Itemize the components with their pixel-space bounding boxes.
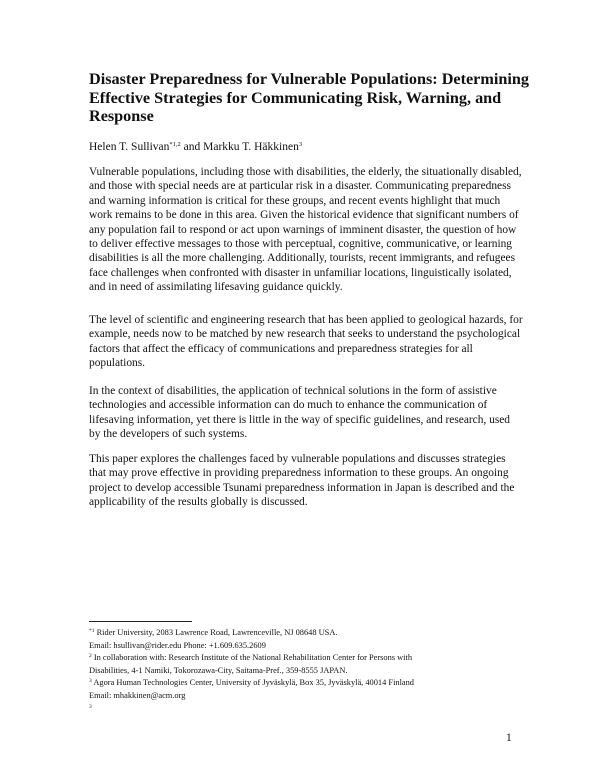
abstract-paragraph-1: Vulnerable populations, including those with disabilities, the elderly, the situationally disabled, and those with special needs are at particular risk in a disaster. Communicating preparedness and warning information is critical for these groups, and recent events highlight that much work remains to be done in this area. Given the historical evidence that significant numbers of any population fail to respond or act upon warnings of imminent disaster, the question of how to deliver effective messages to those with perceptual, cognitive, communicative, or learning disabilities is all the more challenging. Additionally, tourists, recent immigrants, and refugees face challenges when confronted with disaster in unfamiliar locations, linguistically isolated, and in need of assimilating lifesaving guidance quickly. xyxy=(89,166,522,294)
footnote-text: Email: mhakkinen@acm.org xyxy=(89,690,186,700)
author-2-footnote-marks: 3 xyxy=(298,141,303,148)
footnote-mark: 3 xyxy=(89,703,92,710)
footnote-mark: 2 xyxy=(89,653,92,660)
page-number: 1 xyxy=(506,732,512,744)
paper-title: Disaster Preparedness for Vulnerable Populations: Determining Effective Strategies for Communicating Risk, Warning, and Response xyxy=(89,70,529,125)
footnote-divider xyxy=(89,621,192,622)
author-line xyxy=(89,138,529,154)
footnote-text: Email: hsullivan@rider.edu Phone: +1.609.635.2609 xyxy=(89,640,266,650)
footnote-mark: 3 xyxy=(89,678,92,685)
author-conjunction: and xyxy=(180,141,204,153)
footnote-mark: *1 xyxy=(89,628,95,634)
footnote-line xyxy=(89,676,529,689)
author-name-1: Helen T. Sullivan xyxy=(89,141,170,153)
footnote-text: In collaboration with: Research Institute of the National Rehabilitation Center for Persons with xyxy=(91,653,413,663)
abstract-paragraph-2: The level of scientific and engineering research that has been applied to geological hazards, for example, needs now to be matched by new research that seeks to understand the psychological factors that affect the efficacy of communications and preparedness strategies for all populations. xyxy=(89,314,523,370)
footnote-line xyxy=(89,689,529,702)
author-1-footnote-marks: *1,2 xyxy=(169,141,181,148)
footnote-text: Agora Human Technologies Center, University of Jyväskylä, Box 35, Jyväskylä, 40014 Finland xyxy=(91,678,414,688)
footnote-line xyxy=(89,626,529,639)
footnote-line xyxy=(89,702,529,715)
footnotes xyxy=(89,626,529,714)
footnote-text: Disabilities, 4-1 Namiki, Tokorozawa-City, Saitama-Pref., 359-8555 JAPAN. xyxy=(89,665,348,675)
abstract-paragraph-3: In the context of disabilities, the application of technical solutions in the form of assistive technologies and accessible information can do much to enhance the communication of lifesaving information, yet there is little in the way of specific guidelines, and research, used by the developers of such systems. xyxy=(89,385,511,441)
footnote-line xyxy=(89,664,529,677)
footnote-text: Rider University, 2083 Lawrence Road, Lawrenceville, NJ 08648 USA. xyxy=(94,628,338,637)
footnote-line xyxy=(89,651,529,664)
abstract-paragraph-4: This paper explores the challenges faced by vulnerable populations and discusses strategies that may prove effective in providing preparedness information to these groups. An ongoing project to develop accessible Tsunami preparedness information in Japan is described and the applicability of the results globally is discussed. xyxy=(89,453,515,509)
footnote-line xyxy=(89,639,529,652)
author-name-2: Markku T. Häkkinen xyxy=(203,141,299,153)
